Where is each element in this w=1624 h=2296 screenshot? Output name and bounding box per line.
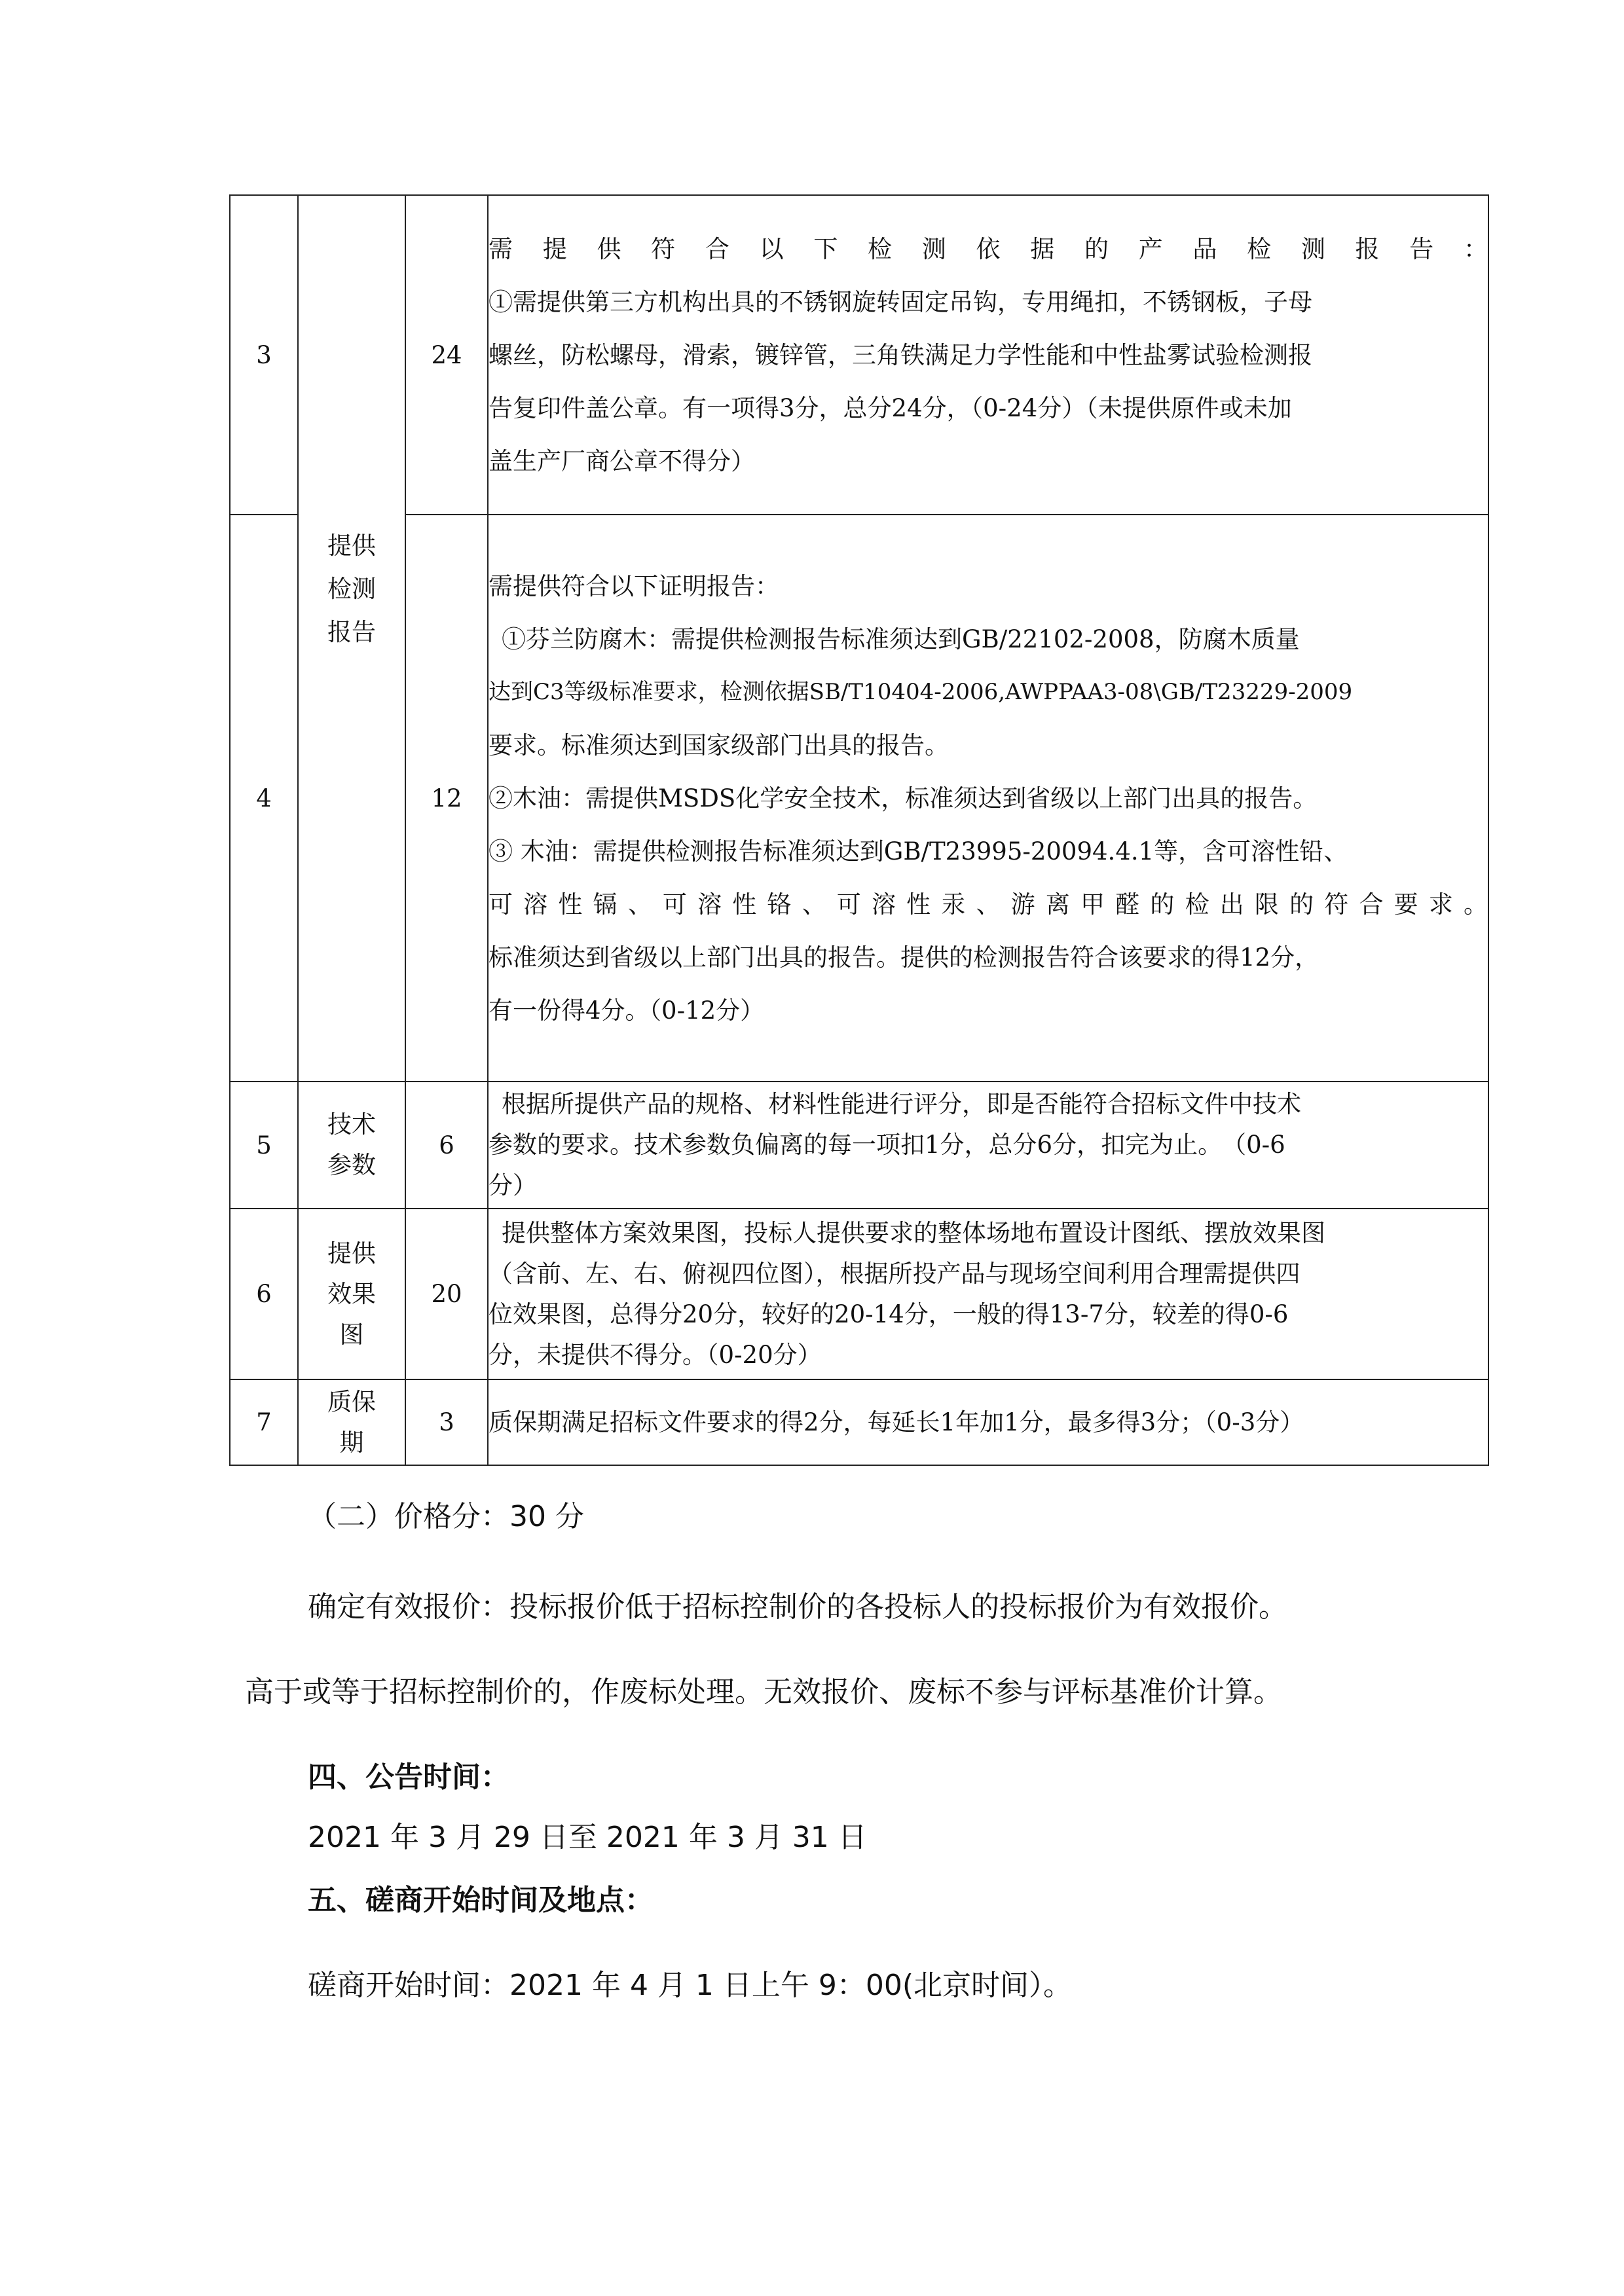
notice-period-heading: 四、公告时间： (308, 1760, 509, 1794)
criteria-line: 标准须达到省级以上部门出具的报告。提供的检测报告符合该要求的得12分， (489, 943, 1320, 972)
notice-period-dates: 2021 年 3 月 29 日至 2021 年 3 月 31 日 (308, 1821, 867, 1854)
item-name-line: 效果 (327, 1279, 376, 1308)
item-name-line: 期 (339, 1428, 364, 1457)
criteria-line: 分） (489, 1171, 537, 1199)
score-cell: 3 (405, 1379, 488, 1465)
criteria-line: 有一份得4分。（0-12分） (489, 996, 765, 1025)
item-name-line: 提供 (327, 532, 376, 560)
criteria-line: 提供整体方案效果图，投标人提供要求的整体场地布置设计图纸、摆放效果图 (502, 1218, 1325, 1247)
item-name-cell (298, 1379, 405, 1465)
item-name-line: 图 (339, 1320, 364, 1349)
criteria-cell (488, 1082, 1488, 1209)
criteria-line: ①芬兰防腐木：需提供检测报告标准须达到GB/22102-2008，防腐木质量 (502, 625, 1300, 653)
valid-bid-text-continued: 高于或等于招标控制价的，作废标处理。无效报价、废标不参与评标基准价计算。 (245, 1675, 1282, 1709)
table-row (230, 195, 1488, 515)
valid-bid-text: 确定有效报价：投标报价低于招标控制价的各投标人的投标报价为有效报价。 (308, 1590, 1287, 1624)
score-cell: 24 (405, 195, 488, 515)
criteria-line: （含前、左、右、俯视四位图），根据所投产品与现场空间利用合理需提供四 (489, 1259, 1301, 1288)
criteria-line: ①需提供第三方机构出具的不锈钢旋转固定吊钩，专用绳扣，不锈钢板，子母 (489, 287, 1312, 316)
item-name-cell (298, 1209, 405, 1379)
criteria-line: 分，未提供不得分。（0-20分） (489, 1340, 822, 1369)
criteria-line: 告复印件盖公章。有一项得3分，总分24分，（0-24分）（未提供原件或未加 (489, 393, 1292, 422)
criteria-line: 需提供符合以下证明报告： (489, 572, 779, 600)
item-name-line: 检测 (327, 575, 376, 603)
scoring-table (229, 194, 1489, 1466)
criteria-line: 位效果图，总得分20分，较好的20-14分，一般的得13-7分，较差的得0-6 (489, 1300, 1289, 1328)
item-name-line: 质保 (327, 1387, 376, 1416)
row-number: 5 (230, 1082, 298, 1209)
item-name-cell (298, 1082, 405, 1209)
item-name-cell (298, 195, 405, 1082)
criteria-line: 根据所提供产品的规格、材料性能进行评分，即是否能符合招标文件中技术 (502, 1090, 1301, 1118)
row-number: 3 (230, 195, 298, 515)
row-number: 6 (230, 1209, 298, 1379)
item-name-line: 提供 (327, 1239, 376, 1267)
price-score-heading: （二）价格分：30 分 (308, 1500, 584, 1533)
table-row (230, 1209, 1488, 1379)
criteria-cell (488, 515, 1488, 1082)
criteria-line: 参数的要求。技术参数负偏离的每一项扣1分，总分6分，扣完为止。 （0-6 (489, 1131, 1285, 1159)
score-cell: 20 (405, 1209, 488, 1379)
criteria-line: 达到C3等级标准要求，检测依据SB/T10404-2006,AWPPAA3-08\GB/T23229-2009 (489, 678, 1353, 705)
table-row (230, 1082, 1488, 1209)
score-cell: 6 (405, 1082, 488, 1209)
criteria-line: 可溶性镉、可溶性铬、可溶性汞、游离甲醛的检出限的符合要求。 (489, 890, 1488, 919)
criteria-line: 盖生产厂商公章不得分） (489, 446, 755, 475)
criteria-line: 螺丝，防松螺母，滑索，镀锌管，三角铁满足力学性能和中性盐雾试验检测报 (489, 340, 1312, 369)
table-row (230, 1379, 1488, 1465)
criteria-cell (488, 195, 1488, 515)
criteria-line: ②木油：需提供MSDS化学安全技术，标准须达到省级以上部门出具的报告。 (489, 784, 1318, 812)
criteria-line: 质保期满足招标文件要求的得2分，每延长1年加1分，最多得3分；（0-3分） (489, 1408, 1304, 1436)
criteria-line: ③ 木油：需提供检测报告标准须达到GB/T23995-20094.4.1等，含可溶性铅、 (489, 837, 1348, 866)
criteria-line: 需提供符合以下检测依据的产品检测报告： (489, 234, 1488, 263)
criteria-cell (488, 1209, 1488, 1379)
score-cell: 12 (405, 515, 488, 1082)
item-name-line: 报告 (327, 618, 376, 646)
criteria-cell (488, 1379, 1488, 1465)
negotiation-heading: 五、磋商开始时间及地点： (308, 1884, 654, 1917)
item-name-line: 参数 (327, 1151, 376, 1179)
row-number: 4 (230, 515, 298, 1082)
criteria-line: 要求。标准须达到国家级部门出具的报告。 (489, 731, 949, 759)
negotiation-start-time: 磋商开始时间：2021 年 4 月 1 日上午 9：00(北京时间）。 (308, 1969, 1073, 2002)
row-number: 7 (230, 1379, 298, 1465)
table-row (230, 515, 1488, 1082)
item-name-line: 技术 (327, 1110, 376, 1139)
